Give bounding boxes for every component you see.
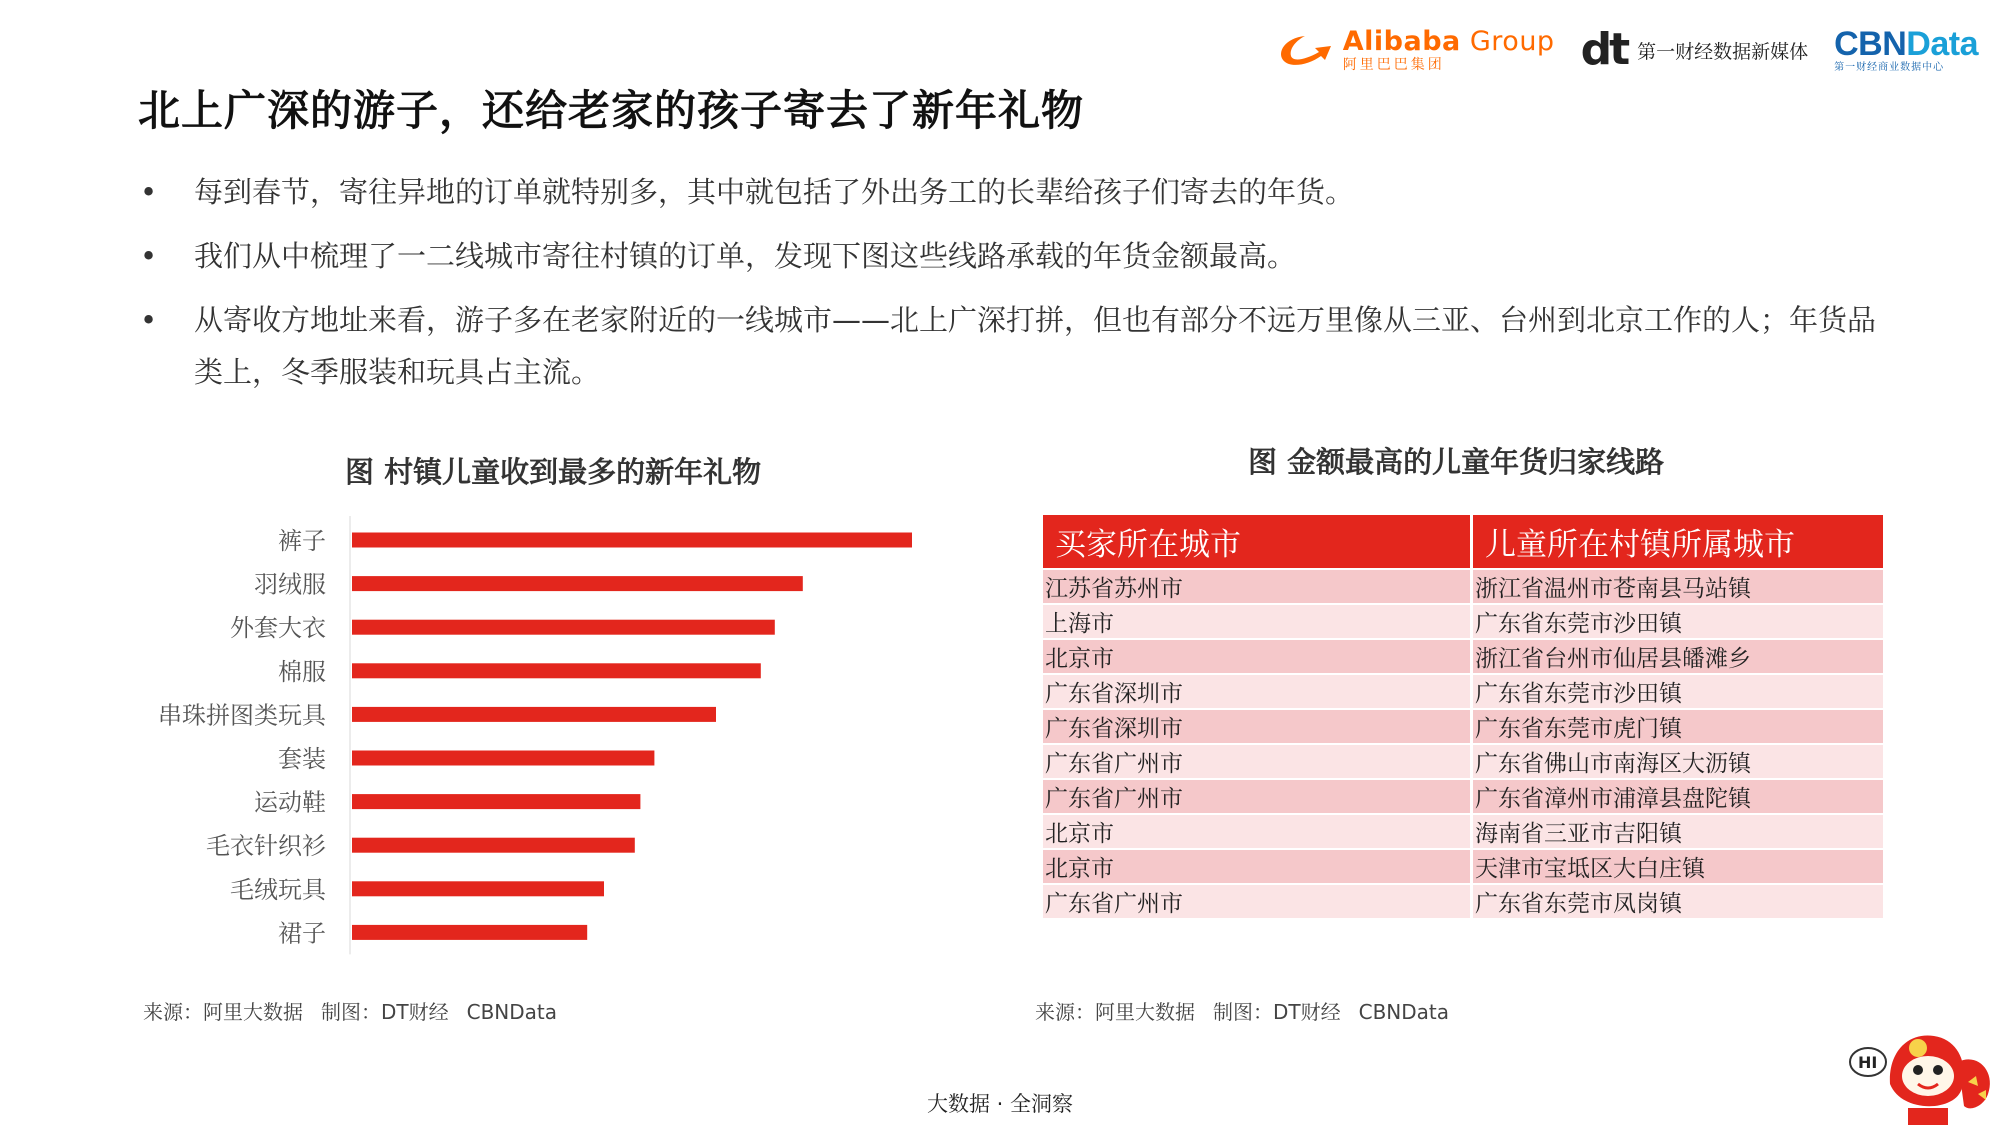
buyer-city-cell: 广东省广州市 <box>1043 744 1472 779</box>
buyer-city-cell: 广东省深圳市 <box>1043 674 1472 709</box>
category-label: 裙子 <box>278 919 326 948</box>
child-town-cell: 广东省佛山市南海区大沥镇 <box>1472 744 1884 779</box>
bar <box>352 925 587 940</box>
cbn-data-wordmark: Data <box>1906 25 1978 63</box>
bar <box>352 576 803 591</box>
buyer-city-cell: 上海市 <box>1043 604 1472 639</box>
dt-logo <box>1580 24 1809 75</box>
alibaba-logo <box>1275 28 1555 72</box>
alibaba-group-text: Group <box>1460 26 1555 57</box>
buyer-city-cell: 北京市 <box>1043 814 1472 849</box>
alibaba-smile-icon <box>1275 30 1337 70</box>
bullet-marker: • <box>140 239 158 273</box>
gift-bar-chart <box>100 516 940 956</box>
header-logos <box>1275 22 1978 78</box>
category-label: 裤子 <box>278 527 326 555</box>
table-row <box>1043 779 1883 814</box>
bullet-item <box>138 294 1898 398</box>
footer-slogan: 大数据 · 全洞察 <box>926 1092 1074 1116</box>
buyer-city-cell: 广东省深圳市 <box>1043 709 1472 744</box>
column-header-child-town: 儿童所在村镇所属城市 <box>1472 515 1884 569</box>
column-header-buyer-city: 买家所在城市 <box>1043 515 1472 569</box>
alibaba-wordmark: Alibaba <box>1342 26 1461 57</box>
bar <box>352 707 716 722</box>
table-header-row <box>1043 515 1883 569</box>
buyer-city-cell: 北京市 <box>1043 849 1472 884</box>
category-label: 运动鞋 <box>254 788 326 817</box>
table-row <box>1043 674 1883 709</box>
category-label: 串珠拼图类玩具 <box>158 701 326 730</box>
child-town-cell: 浙江省台州市仙居县皤滩乡 <box>1472 639 1884 674</box>
brand-label: CBNData <box>466 1000 558 1024</box>
brand-label: CBNData <box>1358 1000 1450 1024</box>
page-title: 北上广深的游子，还给老家的孩子寄去了新年礼物 <box>138 86 1085 135</box>
buyer-city-cell: 广东省广州市 <box>1043 884 1472 918</box>
child-town-cell: 浙江省温州市苍南县马站镇 <box>1472 569 1884 604</box>
bar <box>352 620 775 635</box>
child-town-cell: 广东省漳州市浦漳县盘陀镇 <box>1472 779 1884 814</box>
bullet-marker: • <box>140 175 158 209</box>
table-row <box>1043 744 1883 779</box>
category-label: 棉服 <box>278 657 326 686</box>
cbn-wordmark: CBN <box>1834 25 1907 63</box>
mascot-greeting: HI <box>1858 1053 1878 1072</box>
bullet-list <box>138 166 1898 410</box>
right-table-title: 图 金额最高的儿童年货归家线路 <box>1248 445 1665 479</box>
bullet-text: 我们从中梳理了一二线城市寄往村镇的订单，发现下图这些线路承载的年货金额最高。 <box>194 239 1297 273</box>
category-label: 外套大衣 <box>230 614 326 643</box>
source-label: 来源：阿里大数据 <box>1035 1000 1195 1024</box>
category-label: 羽绒服 <box>254 570 326 599</box>
cbndata-logo <box>1834 27 1978 73</box>
child-town-cell: 广东省东莞市沙田镇 <box>1472 604 1884 639</box>
left-chart-title: 图 村镇儿童收到最多的新年礼物 <box>345 455 762 489</box>
dt-mark: dt <box>1580 24 1628 75</box>
child-town-cell: 广东省东莞市虎门镇 <box>1472 709 1884 744</box>
table-row <box>1043 639 1883 674</box>
child-town-cell: 广东省东莞市沙田镇 <box>1472 674 1884 709</box>
routes-table <box>1043 515 1883 918</box>
bar <box>352 751 654 766</box>
category-label: 毛衣针织衫 <box>206 832 326 861</box>
table-row <box>1043 709 1883 744</box>
cbndata-chinese-name: 第一财经商业数据中心 <box>1834 62 1945 73</box>
right-table-source <box>1035 996 1449 1025</box>
table-row <box>1043 604 1883 639</box>
table-row <box>1043 814 1883 849</box>
child-town-cell: 广东省东莞市凤岗镇 <box>1472 884 1884 918</box>
bar-chart-svg <box>100 516 940 956</box>
bar <box>352 794 640 809</box>
bullet-item <box>138 166 1898 218</box>
source-label: 来源：阿里大数据 <box>143 1000 303 1024</box>
child-town-cell: 天津市宝坻区大白庄镇 <box>1472 849 1884 884</box>
bar <box>352 881 604 896</box>
buyer-city-cell: 北京市 <box>1043 639 1472 674</box>
bullet-text: 从寄收方地址来看，游子多在老家附近的一线城市——北上广深打拼，但也有部分不远万里像从三亚、台州到北京工作的人；年货品类上，冬季服装和玩具占主流。 <box>194 303 1877 389</box>
lion-mascot-icon <box>1838 1022 1998 1125</box>
bullet-text: 每到春节，寄往异地的订单就特别多，其中就包括了外出务工的长辈给孩子们寄去的年货。 <box>194 175 1355 209</box>
credit-label: 制图：DT财经 <box>1213 1000 1341 1024</box>
child-town-cell: 海南省三亚市吉阳镇 <box>1472 814 1884 849</box>
table-row <box>1043 884 1883 918</box>
left-chart-source <box>143 996 557 1025</box>
buyer-city-cell: 江苏省苏州市 <box>1043 569 1472 604</box>
credit-label: 制图：DT财经 <box>321 1000 449 1024</box>
buyer-city-cell: 广东省广州市 <box>1043 779 1472 814</box>
dt-name: 第一财经数据新媒体 <box>1637 40 1809 63</box>
bar <box>352 663 761 678</box>
category-label: 毛绒玩具 <box>230 875 326 904</box>
alibaba-chinese-name: 阿里巴巴集团 <box>1342 57 1445 73</box>
bar <box>352 838 635 853</box>
bar <box>352 533 912 548</box>
table-row <box>1043 569 1883 604</box>
bullet-marker: • <box>140 303 158 337</box>
table-row <box>1043 849 1883 884</box>
category-label: 套装 <box>278 745 326 773</box>
bullet-item <box>138 230 1898 282</box>
